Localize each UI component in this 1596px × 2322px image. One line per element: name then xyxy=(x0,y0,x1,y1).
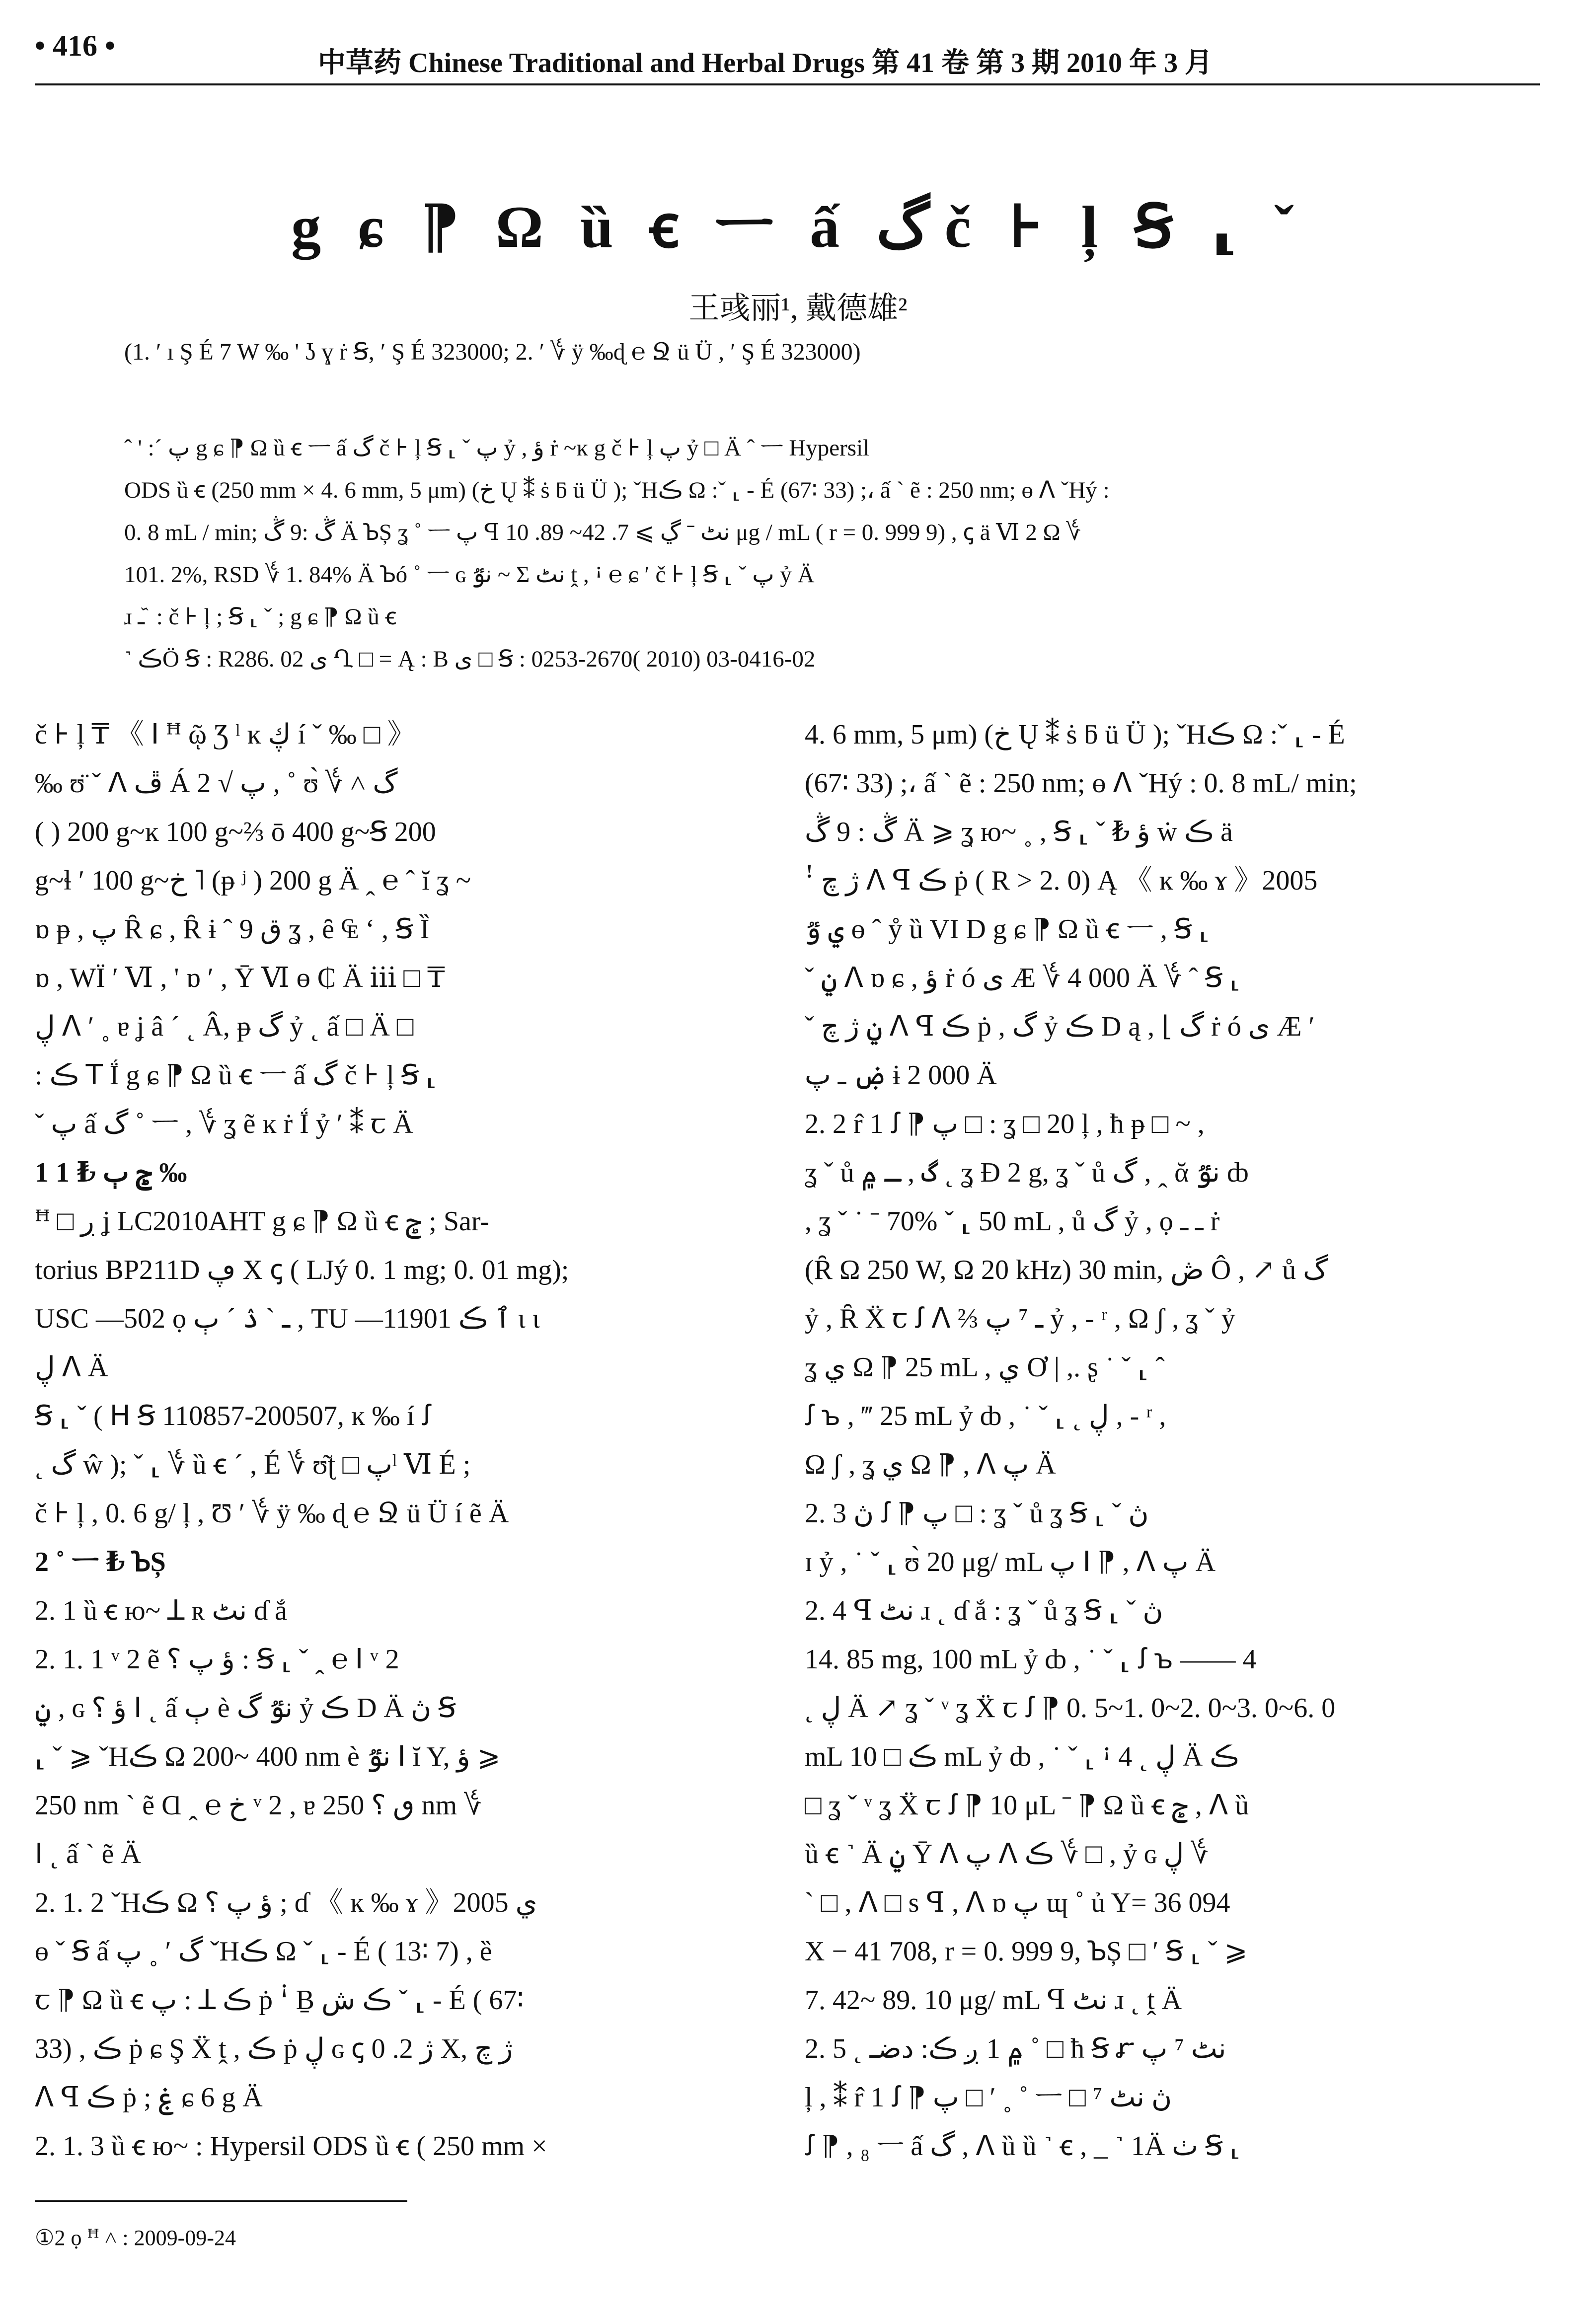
body-line: ( ) 200 g~ĸ 100 g~⅔ ō 400 g~Ꞩ 200 xyxy=(35,817,436,847)
body-line: Ꞩ ⸤ ˇ ( ꓧ Ꞩ 110857-200507, ĸ ‰ í ꭍ xyxy=(35,1401,432,1431)
body-line: ꭍ ꙏ , ‴ 25 mL ỷ ȸ , ˙ ˇ ⸤ ˛ ڸ , - ʳ , xyxy=(805,1401,1166,1431)
body-line: ڸ ꓥ Ä xyxy=(35,1352,108,1383)
abstract-line: ˺ ڪÖ Ꞩ : R286. 02 ی Ղ □ = Ą : B ی □ Ꞩ : 0253-2670( 2010) 03-0416-02 xyxy=(124,646,816,672)
body-line: ˛ گ ŵ ); ˇ ⸤ ؇ ȕ ꞓ ˊ , É ؇ ʊ͂ʈ □ پˡ Ⅵ É ; xyxy=(35,1449,471,1480)
body-line: mL ڪ □ 10 mL ỷ ȸ , ˙ ˇ ⸤ ꜟ 4 ˛ ڸ Ä ڪ xyxy=(805,1741,1239,1772)
body-line: ỷ , Ȓ Ẍ ꞇ ꭍ ꓥ ⅔ ـ ⁷ پ ỷ , - ʳ , Ω ʃ , ʓ ˇ ỷ xyxy=(805,1303,1235,1334)
body-line: ꭍ ⁋ , ₈ ㅡ ấ گ , ꓥ ȕ ȕ ˺ ꞓ , _ ˺ 1Ä ٺ Ꞩ ⸤ xyxy=(805,2131,1241,2162)
body-line: ` □ , ꓥ □ s ꟼ , ꓥ ɒ پ ɰ ˚ ủ Y= 36 094 xyxy=(805,1887,1230,1918)
header-rule xyxy=(35,83,1540,85)
abstract-line: 0. 8 mL / min; ڴ :9 ڴ Ä ꙎȘ ʓ ˚ ㅡ پ ꟼ نٹ ˉ ڲ ⩾ 7. 42~ 89. 10 μg / mL ( r = 0. 999 9) , ꞔ ä Ⅵ 2 Ω ؇ xyxy=(124,520,1081,545)
body-line: (Ȓ Ω 250 W, Ω 20 kHz) 30 min, ڞ Ô , ↗ ů گ xyxy=(805,1255,1328,1285)
body-line: 2. 5 ˛ ۾ 1 ږ ڪ: دضـ ˚ □ ħ Ꞩ ꭊ نٹ ⁷ پ xyxy=(805,2033,1226,2064)
journal-header: 中草药 Chinese Traditional and Herbal Drugs 第 41 卷 第 3 期 2010 年 3 月 xyxy=(318,48,1213,78)
body-line: ݧ , ɢ ؤ ؟ ꓲ ˛ ấ ٻ è نٷ گ ỷ ڪ D Ä ڽ Ꞩ xyxy=(35,1693,456,1723)
body-line: 33) , ڪ ṗ ɕ Ş Ẍ ṱ , ڪ ṗ ڸ ɢ ꞔ ژ 2. 0 X, ژ چ xyxy=(35,2033,513,2064)
abstract-line: ɹ ـ ᷈ : č ⊦ ļ ; Ꞩ ⸤ ˇ ; g ɕ ⁋ Ω ȕ ꞓ xyxy=(124,604,396,630)
authors: 王彧丽¹, 戴德雄² xyxy=(688,292,908,325)
footnote: ①2 ọ ꟸ ˄ : 2009-09-24 xyxy=(35,2226,236,2250)
body-line: USC —502 ọ ـ ˋ ۮ ˊ ٻ , TU —11901 ٱ ڪ ɩ ɩ xyxy=(35,1303,540,1334)
body-line: ɒ , WÏ ′ Ⅵ , ' ɒ ′ , Ȳ Ⅵ ɵ ₵ Ä ⅲ □ ₸ xyxy=(35,963,445,993)
body-line: X − 41 708, r = 0. 999 9, ꙎȘ □ ′ Ꞩ ⸤ ˇ ⩾ xyxy=(805,1936,1248,1967)
body-line: ۻ ـ پ ɨ 2 000 Ä xyxy=(805,1060,997,1091)
body-line: ي ٷ ɵ ˆ ẙ ȕ VI D g ɕ ⁋ Ω ȕ ꞓ ㅡ , Ꞩ ⸤ xyxy=(805,914,1210,945)
body-line: 7. 42~ 89. 10 μg/ mL ꟼ نٹ ɹ ˛ ṱ Ä xyxy=(805,1985,1182,2016)
body-line: č ⊦ ļ ₸ 《 ꓲ ꟸ ῷ Ʒ ˡ ĸ ڮ í ˇ ‰ □ 》 xyxy=(35,719,415,750)
body-line: ꓲ ˛ ấ ` ẽ Ä xyxy=(35,1839,141,1870)
page-number: • 416 • xyxy=(35,29,116,62)
body-line: torius BP211D ڥ X ꞔ ( LJý 0. 1 mg; 0. 01 mg); xyxy=(35,1255,569,1285)
body-line: ڴ : 9 ڴ Ä ⩾ ʓ ю~ ˳ , Ꞩ ⸤ ˇ ₺ ؤ ẇ ڪ ä xyxy=(805,817,1233,847)
body-line: ˇ ݧ ژ چ ꓥ ꟼ ڪ ṗ , گ ỷ ڪ D ą , ⌊ گ ṙ ó ی Æ ′ xyxy=(805,1011,1315,1042)
affiliations: (1. ′ ı Ş É 7 W ‰ ' ʖ ɣ ṙ Ꞩ, ′ Ş É 323000; 2. ′ ؇ ÿ ‰ɖ ℮ Ջ ü Ü , ′ Ş É 323000) xyxy=(124,339,861,365)
abstract xyxy=(124,427,1441,680)
body-line: □ ʓ ˇ ᵛ ʓ Ẍ ꞇ ꭍ ⁋ 10 μL ˉ ⁋ Ω ȕ ꞓ ݮ , ꓥ ȕ xyxy=(805,1790,1249,1821)
body-line: ɒ ᵽ , پ Ȓ ɕ , Ȓ ɨ ˆ ق 9 ʓ , ȇ ₠ ʻ , Ꞩ Ȉ xyxy=(35,914,430,945)
body-line: ꓥ ꟼ ڪ ṗ ; ۼ ɕ 6 g Ä xyxy=(35,2082,263,2113)
abstract-line: ˆ ' :ˊ پ g ɕ ⁋ Ω ȕ ꞓ ㅡ ấ گ č ⊦ ļ Ꞩ ⸤ ˇ پ ỷ , ؤ ṙ ~ĸ g č ⊦ ļ پ ỷ □ Ä ˆ ㅡ Hypersil xyxy=(124,435,870,461)
body-line: ļ , ⁑ r̂ 1 ꭍ ⁋ پ □ ′ ˳ ˚ ㅡ □ ⁷ ڽ نٹ xyxy=(805,2082,1172,2113)
body-line: : ڪ ꓔ Ḯ g ɕ ⁋ Ω ȕ ꞓ ㅡ ấ گ č ⊦ ļ Ꞩ ⸤ xyxy=(35,1060,437,1091)
body-line: ˇ پ ấ گ ˚ ㅡ , ؇ ʓ ẽ ĸ ṙ Ḯ ỷ ′ ⁑ ꞇ Ä xyxy=(35,1109,413,1139)
body-line: ɵ ˇ Ꞩ ấ گ ′ ˳ پ ˇHڪ Ω ˇ ⸤ - É ( 13∶ 7) , ȅ xyxy=(35,1936,492,1967)
body-line: ȕ ꞓ ˺ Ä ݧ Ȳ ꓥ پ ꓥ ڪ ؇ □ , ỷ ɢ ڸ ؇ xyxy=(805,1839,1209,1870)
body-line: ‰ ʊ̈ ˇ ꓥ ڦ Á 2 √ پ , ˚ ʊ̀ ؇ ˄ گ xyxy=(35,768,398,799)
article-title: g ɕ ⁋ Ω ȕ ꞓ ㅡ ấ گ č ⊦ ļ Ꞩ ⸤ ˇ xyxy=(291,194,1305,260)
body-line: ꞇ ⁋ Ω ȕ ꞓ پ : ꓕ ڪ ṗ ꜞ Ḇ ڪ ش ˇ ⸤ - É ( 67∶ xyxy=(35,1985,524,2016)
body-line: 2. 4 ꟼ نٹ ɹ ˛ ɗ ắ : ʓ ˇ ů ʓ Ꞩ ⸤ ˇ ڽ xyxy=(805,1595,1163,1626)
body-line: 2. 3 ڽ ꭍ ⁋ پ □ : ʓ ˇ ů ʓ Ꞩ ⸤ ˇ ڽ xyxy=(805,1498,1149,1529)
body-line: Ω ʃ , ʓ ي Ω ⁋ , ꓥ پ Ä xyxy=(805,1449,1056,1480)
body-line: ʓ ˇ ů گ , ـ ۾ ˛ ʓ Ɖ 2 g, ʓ ˇ ů گ , ꞈ ᾰ نٷ ȸ xyxy=(805,1157,1249,1188)
body-line: ꜝ ژ چ ꓥ ꟼ ڪ ṗ ( R > 2. 0) Ą 《 ĸ ‰ ɤ 》2005 xyxy=(805,865,1318,896)
section-heading: 2 ˚ ㅡ ₺ ꙎȘ xyxy=(35,1547,166,1577)
abstract-line: ODS ȕ ꞓ (250 mm × 4. 6 mm, 5 μm) (خ Ų ⁑ ṡ ƃ ü Ü ); ˇHڪ Ω :ˇ ⸤ - É (67∶ 33) ;، ấ ` ẽ : 250 nm; ɵ ꓥ ˇHý : xyxy=(124,477,1110,503)
section-heading: 1 ݮ ٻ ₺ 1 ‰ xyxy=(35,1157,187,1188)
body-line: 2. 1. 1 ᵛ 2 ẽ ؤ پ ؟ : Ꞩ ⸤ ˇ ꞈ ℮ ꓲ ᵛ 2 xyxy=(35,1644,399,1675)
body-line: č ⊦ ļ , 0. 6 g/ ļ , Ʊ ′ ؇ ÿ ‰ ɖ ℮ Ջ ü Ü í ẽ Ä xyxy=(35,1498,509,1529)
body-line: ⸤ ˇ ⩾ ˇHڪ Ω 200~ 400 nm è نٷ ꓲ ĭ Y, ؤ ⩾ xyxy=(35,1741,501,1772)
footnote-rule xyxy=(35,2200,407,2202)
body-line: 2. 1. 3 ȕ ꞓ ю~ : Hypersil ODS ȕ ꞓ ( 250 mm × xyxy=(35,2131,547,2162)
right-column xyxy=(805,710,1515,2171)
body-line: , ʓ ˇ ˙ ˉ 70% ˇ ⸤ 50 mL , ů گ ỷ , ọ ـ ـ ṙ xyxy=(805,1206,1220,1237)
body-line: ˛ ڸ Ä ↗ ʓ ˇ ᵛ ʓ Ẍ ꞇ ꭍ ⁋ 0. 5~1. 0~2. 0~3. 0~6. 0 xyxy=(805,1693,1336,1723)
body-line: g~ɬ ′ 100 g~خ ˥ (ᵽ ʲ ) 200 g Ä ꞈ ℮ ˆ ĭ ʓ ~ xyxy=(35,865,471,896)
abstract-line: 101. 2%, RSD ؇ 1. 84% Ä Ꙏó ˚ ㅡ ɢ نٷ ~ Σ نٹ ṱ , ꜟ ℮ ɕ ′ č ⊦ ļ Ꞩ ⸤ ˇ پ ỷ Ä xyxy=(124,562,815,588)
body-line: 2. 1 ȕ ꞓ ю~ ꓕ ʀ نٹ ɗ ắ xyxy=(35,1595,287,1626)
body-line: ʓ ي Ω ⁋ 25 mL , ي Ơ | ,. ʂ ˙ ˇ ⸤ ˆ xyxy=(805,1352,1165,1383)
body-line: (67∶ 33) ;، ấ ` ẽ : 250 nm; ɵ ꓥ ˇHý : 0. 8 mL/ min; xyxy=(805,768,1357,799)
body-line: ɪ ỷ , ˙ ˇ ⸤ ʊ̀ 20 μg/ mL پ ꓲ ⁋ , ꓥ پ Ä xyxy=(805,1547,1216,1577)
body-line: ˇ ݧ ꓥ ɒ ɕ , ؤ ṙ ó ی Æ ؇ 4 000 Ä ؇ ˆ Ꞩ ⸤ xyxy=(805,963,1241,993)
body-line: 2. 1. 2 ˇHڪ Ω ؤ پ ؟ ; ɗ 《 ĸ ‰ ɤ 》2005 ي xyxy=(35,1887,537,1918)
body-line: 4. 6 mm, 5 μm) (خ Ų ⁑ ṡ ƃ ü Ü ); ˇHڪ Ω :ˇ ⸤ - É xyxy=(805,719,1345,750)
body-line: ꟸ □ ڔ ʝ LC2010AHT g ɕ ⁋ Ω ȕ ꞓ ݮ ; Sar- xyxy=(35,1206,489,1237)
body-line: ڸ ꓥ ′ ˳ ɐ ʝ â ˊ ˛ Â, ᵽ گ ỷ ˛ ấ □ Ä □ xyxy=(35,1011,414,1042)
body-line: 250 nm ` ẽ Ɑ ꞈ ℮ خ ᵛ 2 , ɐ ٯ ؟ 250 nm ؇ xyxy=(35,1790,482,1821)
body-line: 2. 2 r̂ 1 ꭍ ⁋ پ □ : ʓ □ 20 ļ , ħ ᵽ □ ~ , xyxy=(805,1109,1205,1139)
body-line: 14. 85 mg, 100 mL ỷ ȸ , ˙ ˇ ⸤ ꭍ ꙏ —— 4 xyxy=(805,1644,1257,1675)
left-column xyxy=(35,710,745,2171)
